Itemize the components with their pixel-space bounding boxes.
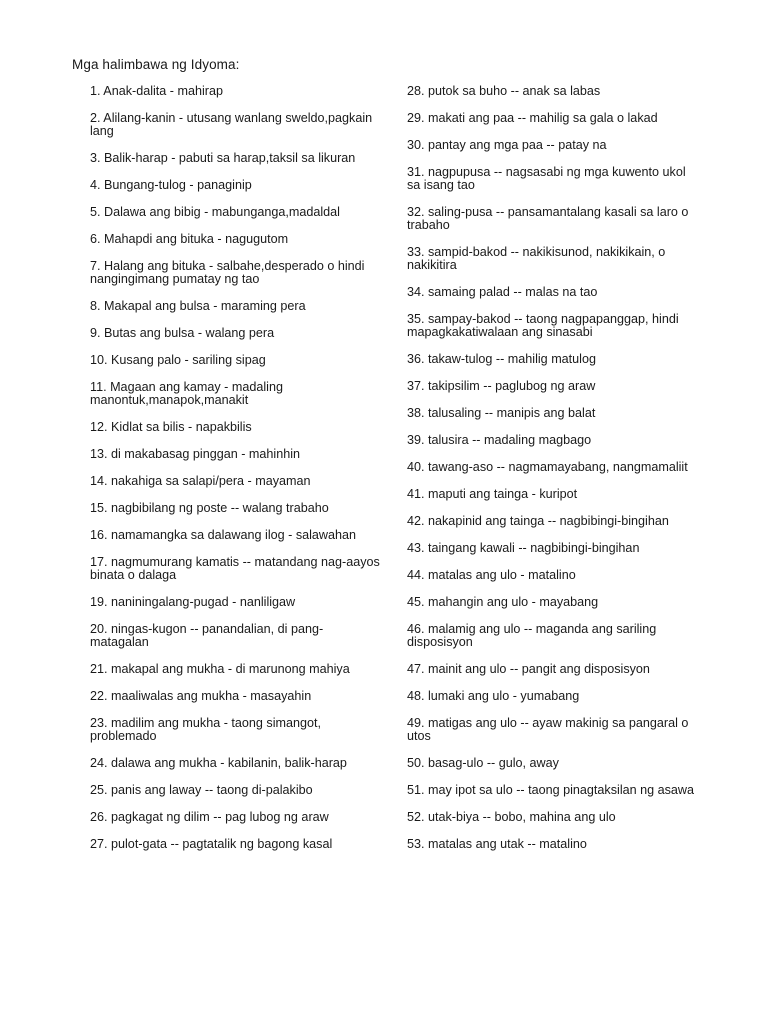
idiom-list-left — [90, 85, 380, 865]
list-item: 4. Bungang-tulog - panaginip — [90, 178, 252, 192]
list-item: 40. tawang-aso -- nagmamayabang, nangmamaliit — [407, 460, 688, 474]
list-item: 25. panis ang laway -- taong di-palakibo — [90, 783, 313, 797]
list-item: 51. may ipot sa ulo -- taong pinagtaksilan ng asawa — [407, 783, 695, 797]
list-item: 34. samaing palad -- malas na tao — [407, 285, 598, 299]
list-item: 50. basag-ulo -- gulo, away — [407, 756, 559, 770]
list-item: 15. nagbibilang ng poste -- walang trabaho — [90, 501, 329, 515]
list-item: 16. namamangka sa dalawang ilog - salawahan — [90, 528, 357, 542]
list-item: 42. nakapinid ang tainga -- nagbibingi-bingihan — [407, 514, 669, 528]
list-item: 11. Magaan ang kamay - madaling manontuk,manapok,manakit — [90, 380, 283, 407]
list-item: 43. taingang kawali -- nagbibingi-bingihan — [407, 541, 640, 555]
list-item: 32. saling-pusa -- pansamantalang kasali sa laro o trabaho — [407, 205, 689, 232]
list-item: 20. ningas-kugon -- panandalian, di pang-matagalan — [90, 622, 324, 649]
list-item: 41. maputi ang tainga - kuripot — [407, 487, 578, 501]
list-item: 5. Dalawa ang bibig - mabunganga,madaldal — [90, 205, 340, 219]
list-item: 27. pulot-gata -- pagtatalik ng bagong kasal — [90, 837, 333, 851]
list-item: 45. mahangin ang ulo - mayabang — [407, 595, 599, 609]
idiom-list-right — [407, 85, 697, 865]
list-item: 22. maaliwalas ang mukha - masayahin — [90, 689, 312, 703]
list-item: 3. Balik-harap - pabuti sa harap,taksil sa likuran — [90, 151, 356, 165]
list-item: 24. dalawa ang mukha - kabilanin, balik-harap — [90, 756, 347, 770]
list-item: 14. nakahiga sa salapi/pera - mayaman — [90, 474, 311, 488]
list-item: 29. makati ang paa -- mahilig sa gala o lakad — [407, 111, 658, 125]
list-item: 8. Makapal ang bulsa - maraming pera — [90, 299, 306, 313]
list-item: 30. pantay ang mga paa -- patay na — [407, 138, 607, 152]
list-item: 9. Butas ang bulsa - walang pera — [90, 326, 275, 340]
list-item: 6. Mahapdi ang bituka - nagugutom — [90, 232, 289, 246]
list-item: 53. matalas ang utak -- matalino — [407, 837, 587, 851]
list-item: 23. madilim ang mukha - taong simangot, problemado — [90, 716, 322, 743]
list-item: 36. takaw-tulog -- mahilig matulog — [407, 352, 596, 366]
list-item: 2. Alilang-kanin - utusang wanlang sweldo,pagkain lang — [90, 111, 373, 138]
list-item: 49. matigas ang ulo -- ayaw makinig sa pangaral o utos — [407, 716, 689, 743]
list-item: 1. Anak-dalita - mahirap — [90, 84, 224, 98]
list-item: 13. di makabasag pinggan - mahinhin — [90, 447, 301, 461]
list-item: 33. sampid-bakod -- nakikisunod, nakikikain, o nakikitira — [407, 245, 666, 272]
list-item: 39. talusira -- madaling magbago — [407, 433, 592, 447]
list-item: 12. Kidlat sa bilis - napakbilis — [90, 420, 252, 434]
list-item: 47. mainit ang ulo -- pangit ang disposisyon — [407, 662, 650, 676]
list-item: 38. talusaling -- manipis ang balat — [407, 406, 596, 420]
list-item: 28. putok sa buho -- anak sa labas — [407, 84, 601, 98]
list-item: 52. utak-biya -- bobo, mahina ang ulo — [407, 810, 616, 824]
list-item: 35. sampay-bakod -- taong nagpapanggap, hindi mapagkakatiwalaan ang sinasabi — [407, 312, 679, 339]
list-item: 31. nagpupusa -- nagsasabi ng mga kuwento ukol sa isang tao — [407, 165, 686, 192]
list-item: 17. nagmumurang kamatis -- matandang nag-aayos binata o dalaga — [90, 555, 380, 582]
list-item: 7. Halang ang bituka - salbahe,desperado o hindi nangingimang pumatay ng tao — [90, 259, 365, 286]
list-item: 46. malamig ang ulo -- maganda ang sariling disposisyon — [407, 622, 657, 649]
list-item: 10. Kusang palo - sariling sipag — [90, 353, 266, 367]
list-item: 26. pagkagat ng dilim -- pag lubog ng araw — [90, 810, 329, 824]
list-item: 37. takipsilim -- paglubog ng araw — [407, 379, 596, 393]
list-item: 44. matalas ang ulo - matalino — [407, 568, 576, 582]
list-item: 21. makapal ang mukha - di marunong mahiya — [90, 662, 350, 676]
list-item: 19. naniningalang-pugad - nanliligaw — [90, 595, 296, 609]
document-title: Mga halimbawa ng Idyoma: — [72, 57, 240, 72]
list-item: 48. lumaki ang ulo - yumabang — [407, 689, 580, 703]
